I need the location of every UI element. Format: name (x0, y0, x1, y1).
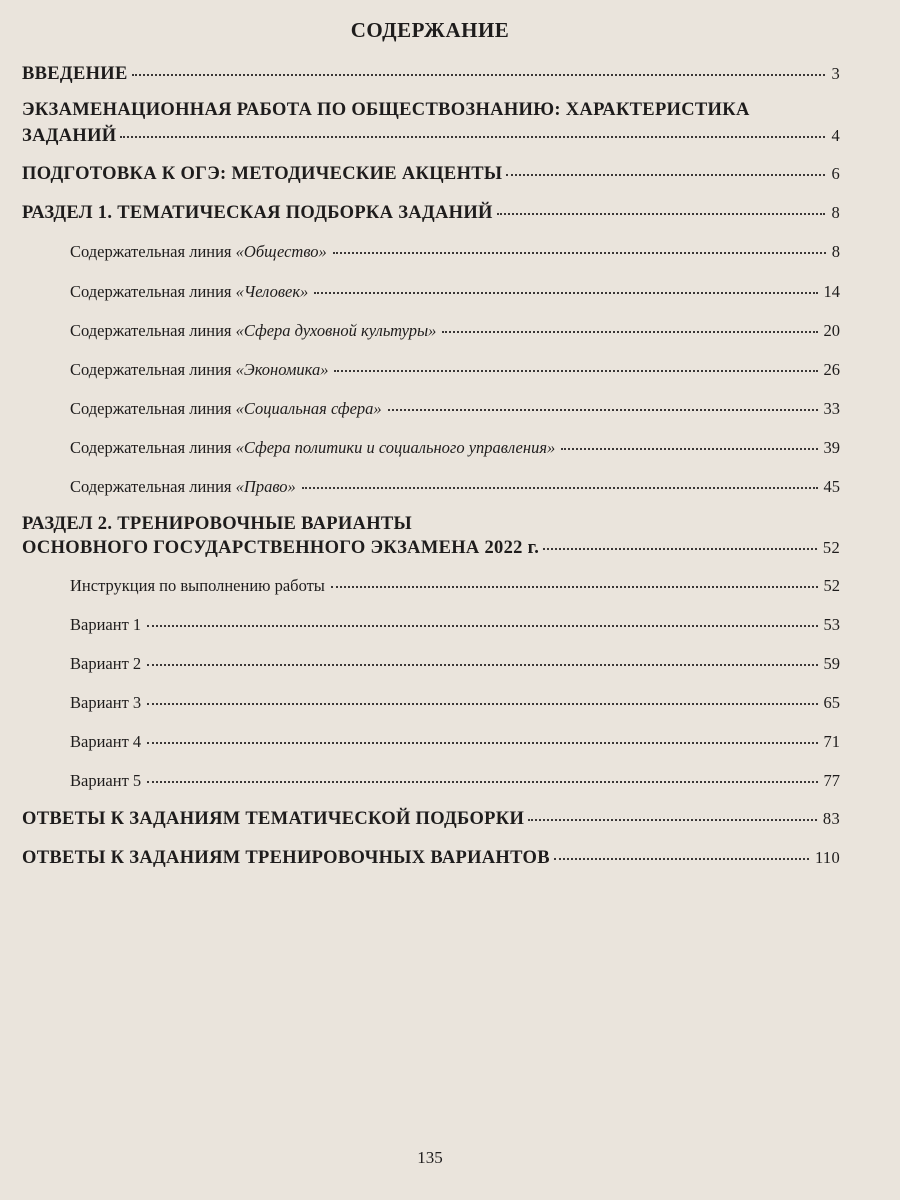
toc-entry-answers-thematic (22, 809, 840, 830)
toc-entry-label: ОСНОВНОГО ГОСУДАРСТВЕННОГО ЭКЗАМЕНА 2022 г. (22, 538, 540, 558)
dot-leader (132, 73, 826, 76)
toc-page-number: 3 (831, 64, 840, 83)
toc-entry-label-line1: ЭКЗАМЕНАЦИОННАЯ РАБОТА ПО ОБЩЕСТВОЗНАНИЮ: ХАРАКТЕРИСТИКА (22, 100, 750, 120)
dot-leader (506, 173, 825, 176)
toc-title: СОДЕРЖАНИЕ (350, 18, 510, 42)
toc-page-number: 20 (823, 321, 840, 340)
dot-leader (147, 663, 817, 666)
toc-entry-label: ОТВЕТЫ К ЗАДАНИЯМ ТЕМАТИЧЕСКОЙ ПОДБОРКИ (22, 809, 525, 829)
toc-entry-variant-5 (70, 771, 840, 791)
toc-entry-line-politics (70, 438, 840, 458)
dot-leader (333, 251, 826, 254)
dot-leader (147, 624, 817, 627)
toc-entry-oge-preparation (22, 164, 840, 185)
toc-page-number: 83 (822, 809, 840, 828)
toc-entry-line-person (70, 282, 840, 302)
toc-entry-line-culture (70, 321, 840, 341)
toc-entry-section-1 (22, 203, 840, 224)
toc-entry-label-line1: РАЗДЕЛ 2. ТРЕНИРОВОЧНЫЕ ВАРИАНТЫ (22, 514, 412, 534)
toc-page-number: 8 (831, 242, 840, 261)
dot-leader (528, 818, 817, 821)
toc-page-number: 52 (823, 576, 840, 595)
dot-leader (147, 702, 817, 705)
toc-page-number: 14 (823, 282, 840, 301)
toc-entry-label: ПОДГОТОВКА К ОГЭ: МЕТОДИЧЕСКИЕ АКЦЕНТЫ (22, 164, 503, 184)
toc-entry-instructions (70, 576, 840, 596)
toc-entry-label: Содержательная линия «Общество» (70, 242, 327, 261)
toc-entry-label: Вариант 5 (70, 771, 142, 790)
toc-entry-label: Вариант 4 (70, 732, 142, 751)
dot-leader (554, 857, 809, 860)
toc-entry-label: РАЗДЕЛ 1. ТЕМАТИЧЕСКАЯ ПОДБОРКА ЗАДАНИЙ (22, 203, 493, 223)
toc-page-number: 45 (823, 477, 840, 496)
toc-page-number: 65 (823, 693, 840, 712)
toc-entry-label: ВВЕДЕНИЕ (22, 64, 128, 84)
toc-entry-variant-3 (70, 693, 840, 713)
toc-entry-line-economy (70, 360, 840, 380)
toc-entry-label: Содержательная линия «Сфера духовной культуры» (70, 321, 437, 340)
table-of-contents (22, 0, 840, 1140)
toc-entry-label: Инструкция по выполнению работы (70, 576, 325, 595)
dot-leader (497, 212, 826, 215)
toc-entry-line-society (70, 242, 840, 262)
toc-page-number: 71 (823, 732, 840, 751)
toc-entry-line-social (70, 399, 840, 419)
toc-page-number: 77 (823, 771, 840, 790)
toc-entry-label: ОТВЕТЫ К ЗАДАНИЯМ ТРЕНИРОВОЧНЫХ ВАРИАНТОВ (22, 848, 550, 868)
dot-leader (147, 780, 817, 783)
toc-entry-variant-4 (70, 732, 840, 752)
dot-leader (147, 741, 817, 744)
toc-page-number: 33 (823, 399, 840, 418)
dot-leader (388, 408, 818, 411)
toc-entry-variant-2 (70, 654, 840, 674)
toc-entry-variant-1 (70, 615, 840, 635)
toc-entry-label: Содержательная линия «Экономика» (70, 360, 329, 379)
dot-leader (120, 135, 825, 138)
toc-entry-answers-variants (22, 848, 840, 869)
toc-entry-label: Содержательная линия «Социальная сфера» (70, 399, 382, 418)
dot-leader (561, 447, 817, 450)
toc-entry-label: Вариант 2 (70, 654, 142, 673)
toc-page-number: 39 (823, 438, 840, 457)
dot-leader (442, 330, 817, 333)
dot-leader (543, 547, 817, 550)
dot-leader (314, 291, 817, 294)
toc-page-number: 53 (823, 615, 840, 634)
toc-page-number: 59 (823, 654, 840, 673)
toc-entry-label: Содержательная линия «Право» (70, 477, 296, 496)
toc-page-number: 6 (831, 164, 840, 183)
toc-entry-label: ЗАДАНИЙ (22, 126, 117, 146)
toc-page-number: 8 (831, 203, 840, 222)
toc-entry-line-law (70, 477, 840, 497)
dot-leader (302, 486, 818, 489)
toc-page-number: 4 (831, 126, 840, 145)
toc-entry-label: Вариант 3 (70, 693, 142, 712)
toc-page-number: 52 (822, 538, 840, 557)
dot-leader (331, 585, 818, 588)
toc-page-number: 110 (814, 848, 840, 867)
toc-entry-exam-characteristics (22, 126, 840, 147)
toc-entry-label: Содержательная линия «Сфера политики и социального управления» (70, 438, 556, 457)
toc-entry-introduction (22, 64, 840, 85)
toc-entry-label: Содержательная линия «Человек» (70, 282, 309, 301)
toc-page-number: 26 (823, 360, 840, 379)
page-number: 135 (417, 1148, 443, 1167)
dot-leader (334, 369, 817, 372)
toc-entry-label: Вариант 1 (70, 615, 142, 634)
toc-entry-section-2 (22, 538, 840, 559)
